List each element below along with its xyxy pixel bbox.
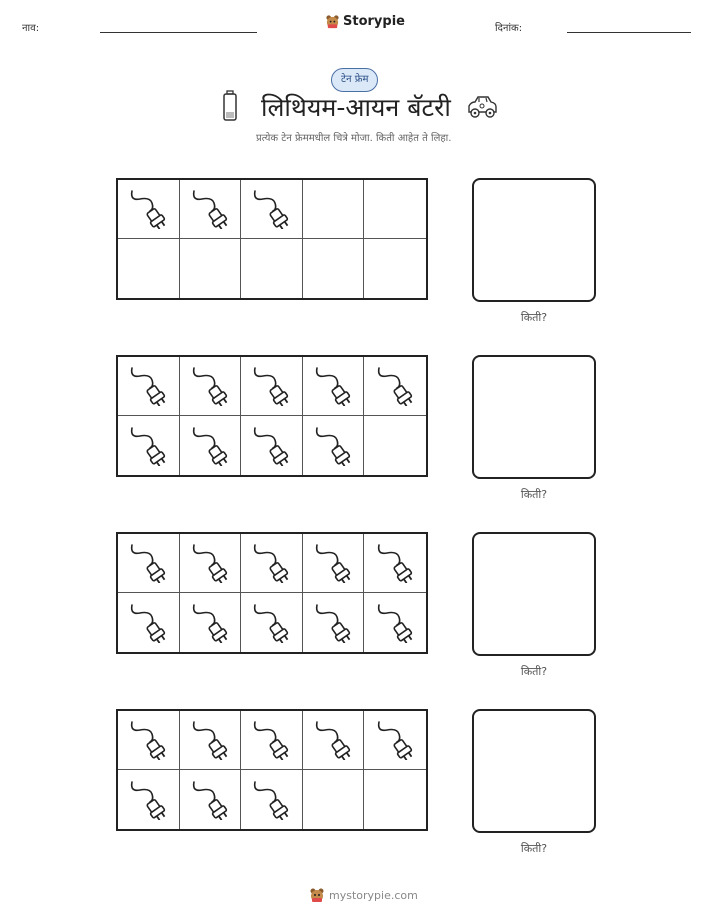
frame-cell: [364, 239, 426, 298]
brand-logo: [325, 14, 405, 29]
answer-label: किती?: [520, 842, 548, 855]
frame-cell: [180, 593, 242, 652]
frame-cell: [241, 534, 303, 593]
power-plug-icon: [128, 422, 168, 470]
power-plug-icon: [128, 362, 168, 410]
frame-cell: [303, 534, 365, 593]
power-plug-icon: [313, 362, 353, 410]
frame-cell: [118, 180, 180, 239]
answer-label: किती?: [520, 311, 548, 324]
answer-box-1[interactable]: [472, 178, 596, 302]
frame-cell: [118, 239, 180, 298]
frame-cell: [364, 180, 426, 239]
frame-cell: [241, 180, 303, 239]
power-plug-icon: [251, 776, 291, 824]
toy-car-icon: [465, 92, 499, 124]
answer-box-4[interactable]: [472, 709, 596, 833]
frame-cell: [118, 534, 180, 593]
ten-frame-4: [116, 709, 428, 831]
ten-frame-1: [116, 178, 428, 300]
power-plug-icon: [251, 185, 291, 233]
storypie-mascot-icon: [325, 14, 340, 29]
power-plug-icon: [251, 422, 291, 470]
frame-cell: [364, 534, 426, 593]
power-plug-icon: [375, 362, 415, 410]
brand-name: Storypie: [343, 14, 405, 29]
frame-cell: [303, 593, 365, 652]
date-label: दिनांक:: [495, 23, 523, 34]
power-plug-icon: [190, 422, 230, 470]
power-plug-icon: [375, 716, 415, 764]
frame-cell: [241, 239, 303, 298]
frame-cell: [241, 711, 303, 770]
frame-cell: [180, 357, 242, 416]
power-plug-icon: [128, 185, 168, 233]
page-title: लिथियम-आयन बॅटरी: [261, 93, 451, 122]
name-label: नाव:: [22, 23, 40, 34]
power-plug-icon: [128, 539, 168, 587]
topic-badge: टेन फ्रेम: [331, 68, 378, 92]
frame-cell: [180, 770, 242, 829]
frame-cell: [364, 593, 426, 652]
power-plug-icon: [251, 716, 291, 764]
frame-cell: [303, 180, 365, 239]
frame-cell: [118, 416, 180, 475]
power-plug-icon: [190, 716, 230, 764]
frame-cell: [303, 416, 365, 475]
power-plug-icon: [313, 422, 353, 470]
power-plug-icon: [375, 539, 415, 587]
frame-cell: [303, 239, 365, 298]
power-plug-icon: [190, 185, 230, 233]
footer: [309, 887, 418, 903]
battery-icon: [222, 90, 238, 126]
frame-cell: [303, 711, 365, 770]
power-plug-icon: [251, 599, 291, 647]
date-line: [567, 32, 691, 33]
frame-cell: [241, 593, 303, 652]
power-plug-icon: [128, 599, 168, 647]
frame-cell: [303, 357, 365, 416]
power-plug-icon: [375, 599, 415, 647]
answer-label: किती?: [520, 488, 548, 501]
frame-cell: [180, 416, 242, 475]
frame-cell: [364, 416, 426, 475]
power-plug-icon: [251, 362, 291, 410]
frame-cell: [180, 711, 242, 770]
frame-cell: [118, 357, 180, 416]
power-plug-icon: [313, 539, 353, 587]
power-plug-icon: [313, 716, 353, 764]
power-plug-icon: [190, 362, 230, 410]
answer-label: किती?: [520, 665, 548, 678]
frame-cell: [118, 770, 180, 829]
instructions: प्रत्येक टेन फ्रेममधील चित्रे मोजा. किती आहेत ते लिहा.: [256, 133, 452, 144]
answer-box-2[interactable]: [472, 355, 596, 479]
frame-cell: [118, 711, 180, 770]
frame-cell: [180, 239, 242, 298]
frame-cell: [241, 770, 303, 829]
ten-frame-2: [116, 355, 428, 477]
frame-cell: [303, 770, 365, 829]
power-plug-icon: [190, 776, 230, 824]
frame-cell: [364, 770, 426, 829]
frame-cell: [241, 357, 303, 416]
frame-cell: [364, 357, 426, 416]
power-plug-icon: [190, 599, 230, 647]
power-plug-icon: [128, 716, 168, 764]
power-plug-icon: [251, 539, 291, 587]
power-plug-icon: [313, 599, 353, 647]
name-line: [100, 32, 257, 33]
frame-cell: [118, 593, 180, 652]
answer-box-3[interactable]: [472, 532, 596, 656]
power-plug-icon: [190, 539, 230, 587]
frame-cell: [180, 180, 242, 239]
footer-url: mystorypie.com: [329, 888, 418, 902]
storypie-mascot-icon: [309, 887, 325, 903]
frame-cell: [180, 534, 242, 593]
frame-cell: [364, 711, 426, 770]
power-plug-icon: [128, 776, 168, 824]
frame-cell: [241, 416, 303, 475]
ten-frame-3: [116, 532, 428, 654]
